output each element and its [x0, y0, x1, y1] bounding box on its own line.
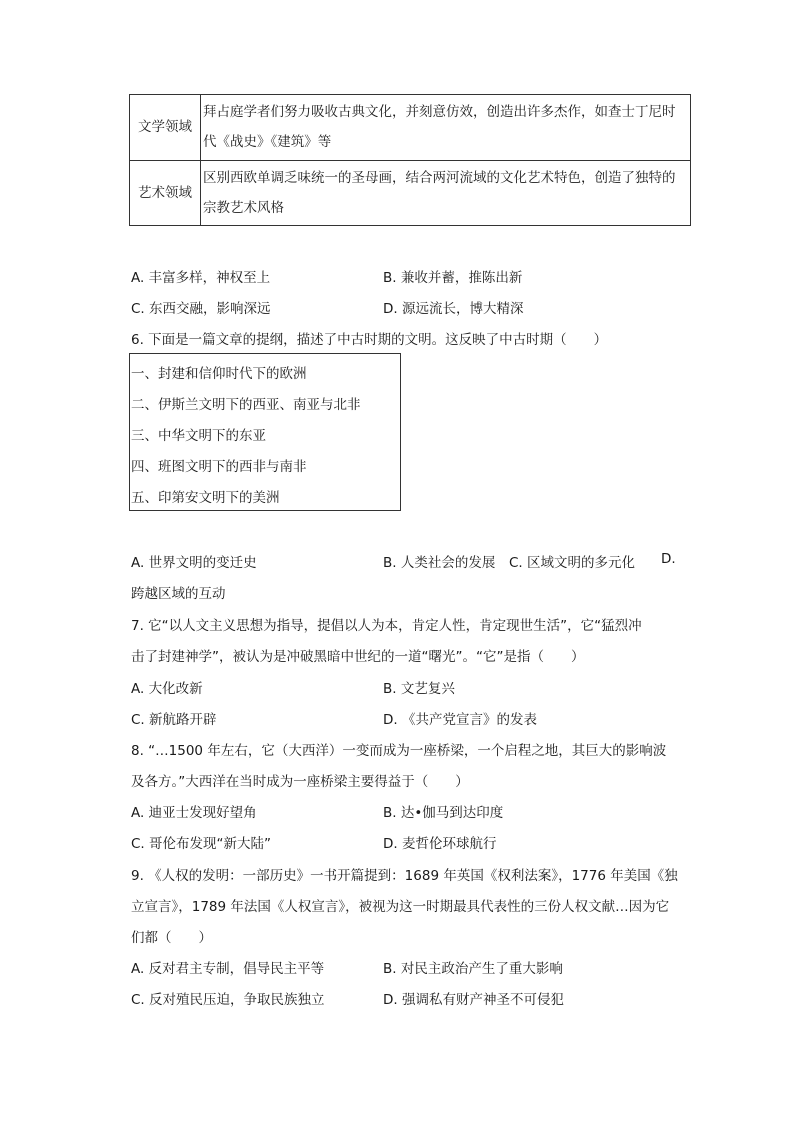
- q9-option-d: D. 强调私有财产神圣不可侵犯: [383, 992, 564, 1008]
- table-cell-content: [201, 160, 691, 226]
- q6-option-d-marker: D.: [661, 551, 676, 567]
- cell-line: 区别西欧单调乏味统一的圣母画，结合两河流域的文化艺术特色，创造了独特的: [203, 169, 676, 186]
- cell-line: 拜占庭学者们努力吸收古典文化，并刻意仿效，创造出许多杰作，如查士丁尼时: [203, 104, 676, 121]
- outline-item: 二、伊斯兰文明下的西亚、南亚与北非: [131, 397, 361, 413]
- q6-stem: 6. 下面是一篇文章的提纲，描述了中古时期的文明。这反映了中古时期（ ）: [131, 332, 608, 348]
- q8-option-c: C. 哥伦布发现“新大陆”: [131, 836, 271, 852]
- q9-option-b: B. 对民主政治产生了重大影响: [383, 961, 563, 977]
- q6-option-b: B. 人类社会的发展: [383, 555, 496, 571]
- q5-option-d: D. 源远流长，博大精深: [383, 301, 524, 317]
- table-cell-field: 文学领域: [130, 95, 201, 161]
- q7-stem-line: 7. 它“以人文主义思想为指导，提倡以人为本，肯定人性，肯定现世生活”，它“猛烈冲: [131, 618, 642, 634]
- q9-option-c: C. 反对殖民压迫，争取民族独立: [131, 992, 325, 1008]
- q7-option-a: A. 大化改新: [131, 681, 203, 697]
- q9-stem-line: 立宣言》，1789 年法国《人权宣言》，被视为这一时期最具代表性的三份人权文献…因为它: [131, 899, 670, 915]
- q8-stem-line: 及各方。”大西洋在当时成为一座桥梁主要得益于（ ）: [131, 774, 469, 790]
- q8-option-a: A. 迪亚士发现好望角: [131, 805, 257, 821]
- table-row: [130, 95, 691, 161]
- q9-option-a: A. 反对君主专制，倡导民主平等: [131, 961, 325, 977]
- q7-option-d: D. 《共产党宣言》的发表: [383, 712, 537, 728]
- q5-table: [129, 94, 691, 226]
- q6-option-c: C. 区域文明的多元化: [509, 555, 636, 571]
- q9-stem-line: 们都（ ）: [131, 930, 212, 946]
- q5-option-a: A. 丰富多样，神权至上: [131, 270, 271, 286]
- q7-stem-line: 击了封建神学”，被认为是冲破黑暗中世纪的一道“曙光”。“它”是指（ ）: [131, 649, 585, 665]
- cell-line: 宗教艺术风格: [203, 199, 284, 216]
- q8-stem-line: 8. “…1500 年左右，它（大西洋）一变而成为一座桥梁，一个启程之地，其巨大的影响波: [131, 743, 667, 759]
- q7-option-c: C. 新航路开辟: [131, 712, 217, 728]
- outline-item: 四、班图文明下的西非与南非: [131, 459, 307, 475]
- q5-option-b: B. 兼收并蓄，推陈出新: [383, 270, 523, 286]
- outline-item: 一、封建和信仰时代下的欧洲: [131, 366, 307, 382]
- q6-option-a: A. 世界文明的变迁史: [131, 555, 257, 571]
- table-row: [130, 160, 691, 226]
- q5-option-c: C. 东西交融，影响深远: [131, 301, 271, 317]
- q7-option-b: B. 文艺复兴: [383, 681, 455, 697]
- q8-option-d: D. 麦哲伦环球航行: [383, 836, 497, 852]
- cell-line: 代《战史》《建筑》等: [203, 134, 332, 151]
- table-cell-field: 艺术领域: [130, 160, 201, 226]
- q6-option-d-text: 跨越区域的互动: [131, 586, 226, 602]
- q9-stem-line: 9. 《人权的发明：一部历史》一书开篇提到：1689 年英国《权利法案》，1776 年美国《独: [131, 868, 678, 884]
- q8-option-b: B. 达•伽马到达印度: [383, 805, 504, 821]
- outline-item: 五、印第安文明下的美洲: [131, 490, 280, 506]
- q6-outline-box: [129, 353, 401, 511]
- table-cell-content: [201, 95, 691, 161]
- outline-item: 三、中华文明下的东亚: [131, 428, 266, 444]
